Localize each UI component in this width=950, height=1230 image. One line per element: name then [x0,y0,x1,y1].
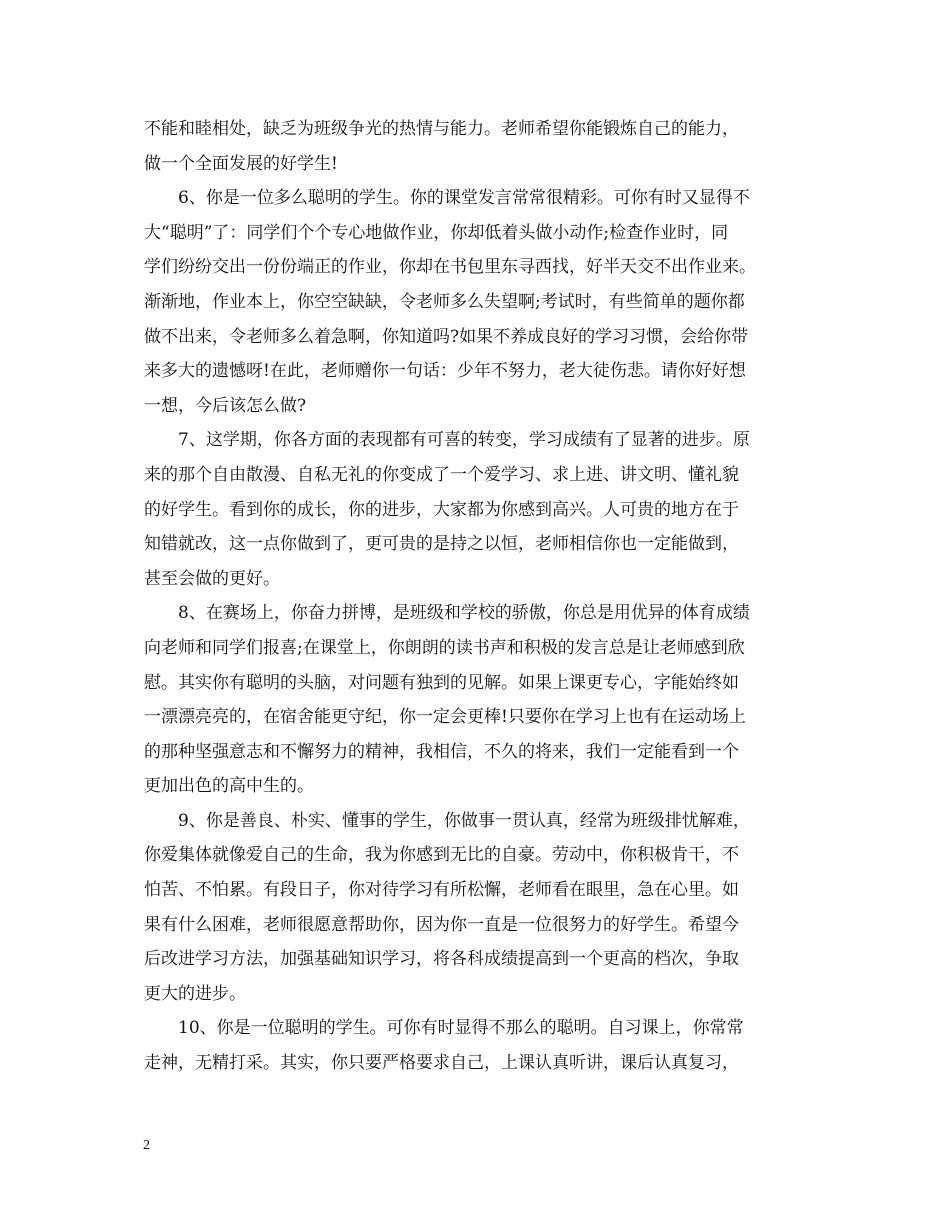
text-line: 一想，今后该怎么做? [144,395,307,416]
text-line: 的好学生。看到你的成长，你的进步，大家都为你感到高兴。人可贵的地方在于 [144,499,739,520]
text-line: 来的那个自由散漫、自私无礼的你变成了一个爱学习、求上进、讲文明、懂礼貌 [144,464,739,485]
paragraph-first-line: 7、这学期，你各方面的表现都有可喜的转变，学习成绩有了显著的进步。原 [178,430,750,451]
text-line: 不能和睦相处，缺乏为班级争光的热情与能力。老师希望你能锻炼自己的能力， [144,119,739,139]
document-body [144,112,814,1081]
text-line: 一漂漂亮亮的，在宿舍能更守纪，你一定会更棒!只要你在学习上也有在运动场上 [144,707,746,728]
paragraph-first-line: 6、你是一位多么聪明的学生。你的课堂发言常常很精彩。可你有时又显得不 [178,188,750,209]
page-number: 2 [143,1138,150,1153]
text-line: 向老师和同学们报喜;在课堂上，你朗朗的读书声和积极的发言总是让老师感到欣 [144,637,745,658]
text-line: 来多大的遗憾呀!在此，老师赠你一句话：少年不努力，老大徒伤悲。请你好好想 [144,361,746,382]
text-line: 学们纷纷交出一份份端正的作业，你却在书包里东寻西找，好半天交不出作业来。 [144,257,756,278]
text-line: 的那种坚强意志和不懈努力的精神，我相信，不久的将来，我们一定能看到一个 [144,741,739,762]
text-line: 走神，无精打采。其实，你只要严格要求自己，上课认真听讲，课后认真复习， [144,1053,739,1074]
text-line: 知错就改，这一点你做到了，更可贵的是持之以恒，老师相信你也一定能做到， [144,534,739,555]
text-line: 果有什么困难，老师很愿意帮助你，因为你一直是一位很努力的好学生。希望今 [144,914,739,935]
text-line: 更加出色的高中生的。 [144,776,314,797]
text-line: 更大的进步。 [144,983,246,1004]
paragraph-first-line: 8、在赛场上，你奋力拼博，是班级和学校的骄傲，你总是用优异的体育成绩 [178,603,750,624]
text-line: 做一个全面发展的好学生! [144,153,338,174]
paragraph-first-line: 10、你是一位聪明的学生。可你有时显得不那么的聪明。自习课上，你常常 [178,1018,744,1039]
text-line: 怕苦、不怕累。有段日子，你对待学习有所松懈，老师看在眼里，急在心里。如 [144,880,739,901]
text-line: 后改进学习方法，加强基础知识学习，将各科成绩提高到一个更高的档次，争取 [144,949,739,970]
text-line: 渐渐地，作业本上，你空空缺缺，令老师多么失望啊;考试时，有些简单的题你都 [144,291,745,312]
text-line: 你爱集体就像爱自己的生命，我为你感到无比的自豪。劳动中，你积极肯干，不 [144,845,739,866]
text-line: 大“聪明”了：同学们个个专心地做作业，你却低着头做小动作;检查作业时，同 [144,222,729,243]
text-line: 做不出来，令老师多么着急啊，你知道吗?如果不养成良好的学习习惯，会给你带 [144,326,749,347]
text-line: 慰。其实你有聪明的头脑，对问题有独到的见解。如果上课更专心，字能始终如 [144,672,739,693]
text-line: 甚至会做的更好。 [144,568,280,589]
paragraph-first-line: 9、你是善良、朴实、懂事的学生，你做事一贯认真，经常为班级排忧解难， [178,810,750,831]
